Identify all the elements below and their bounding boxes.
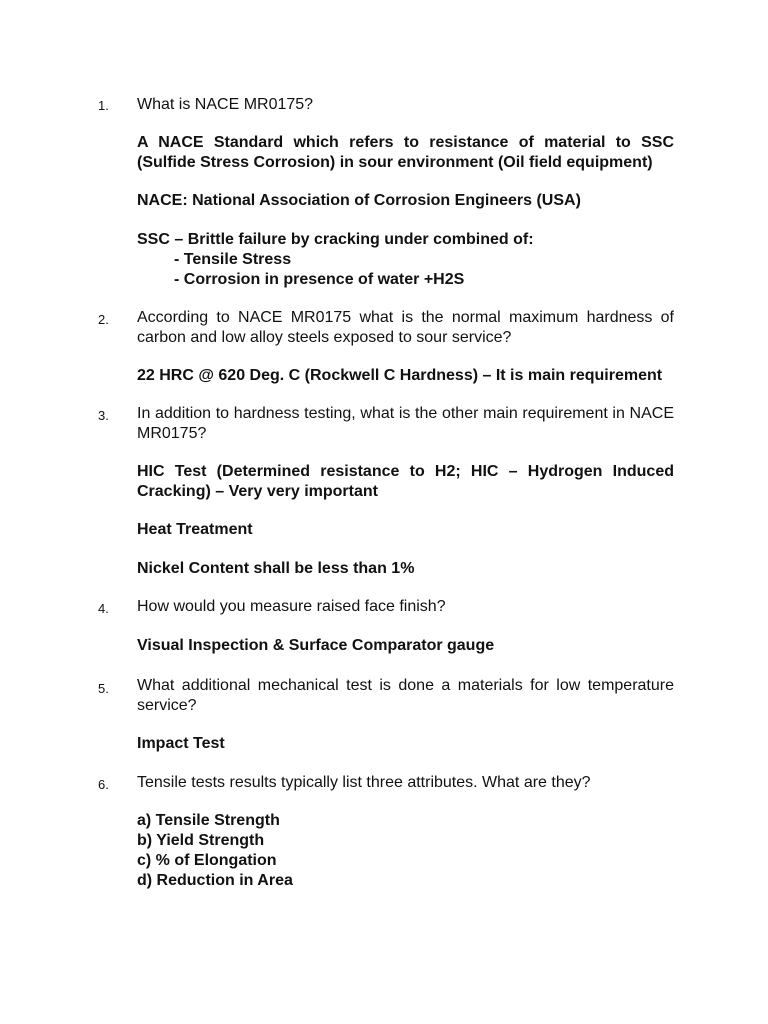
answer-3-heat-treatment: Heat Treatment [137,521,253,538]
answer-1-ssc-head: SSC – Brittle failure by cracking under combined of: [137,231,534,248]
answer-6-item: c) % of Elongation [137,852,277,869]
question-2-text: According to NACE MR0175 what is the normal maximum hardness of carbon and low alloy steels exposed to sour service? [137,309,674,346]
question-5-number: 5. [98,681,109,696]
question-4-text: How would you measure raised face finish? [137,598,446,615]
answer-1-definition: A NACE Standard which refers to resistance of material to SSC (Sulfide Stress Corrosion) in sour environment (Oil field equipment) [137,134,674,171]
answer-5: Impact Test [137,735,225,752]
question-6-number: 6. [98,777,109,792]
answer-1-ssc-item: - Corrosion in presence of water +H2S [174,271,465,288]
question-6-text: Tensile tests results typically list three attributes. What are they? [137,774,591,791]
answer-1-ssc-item: - Tensile Stress [174,251,292,268]
answer-6-list [137,811,674,891]
answer-1-ssc-block [137,230,674,290]
answer-4: Visual Inspection & Surface Comparator gauge [137,637,495,654]
answer-1-nace-meaning: NACE: National Association of Corrosion Engineers (USA) [137,192,581,209]
question-3-number: 3. [98,408,109,423]
answer-2: 22 HRC @ 620 Deg. C (Rockwell C Hardness) – It is main requirement [137,367,663,384]
question-2-number: 2. [98,312,109,327]
answer-6-item: d) Reduction in Area [137,872,293,889]
answer-6-item: b) Yield Strength [137,832,265,849]
answer-3-nickel-content: Nickel Content shall be less than 1% [137,560,415,577]
question-5-text: What additional mechanical test is done a materials for low temperature service? [137,677,674,714]
question-1-text: What is NACE MR0175? [137,96,314,113]
question-4-number: 4. [98,601,109,616]
answer-3-hic-test: HIC Test (Determined resistance to H2; HIC – Hydrogen Induced Cracking) – Very very important [137,463,674,500]
question-3-text: In addition to hardness testing, what is the other main requirement in NACE MR0175? [137,405,674,442]
question-1-number: 1. [98,98,109,113]
answer-6-item: a) Tensile Strength [137,812,280,829]
